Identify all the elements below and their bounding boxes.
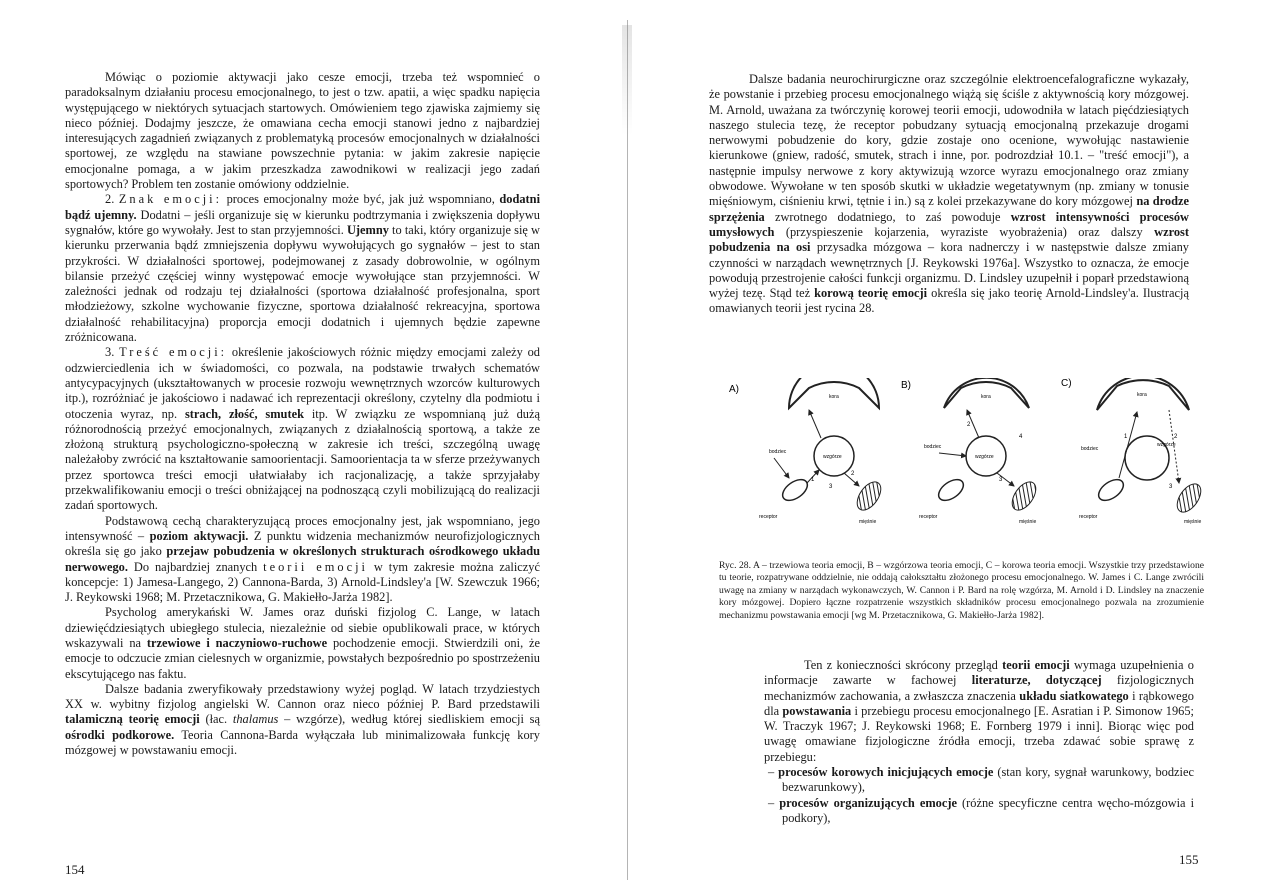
cortex-label-b: kora xyxy=(981,394,991,400)
effector-b xyxy=(1007,478,1040,515)
right-page-body xyxy=(709,72,1189,317)
panel-b xyxy=(901,378,1041,525)
receptor-c xyxy=(1095,475,1127,504)
term-znak-emocji: Znak emocji: xyxy=(118,192,223,207)
figure-diagram xyxy=(729,378,1214,538)
paragraph-james-lange: Psycholog amerykański W. James oraz duński fizjolog C. Lange, w latach dziewięćdziesiątych ubiegłego stulecia, niezależnie od siebie opublikowali prace, w których wskazywali na trzewiowe i naczyniowo-ruchowe pochodzenie emocji. Stwierdzili oni, że emocje to odczucie zmian cielesnych w organizmie, powstałych bezpośrednio po spostrzeżeniu ekscytującego nas faktu. xyxy=(65,605,540,681)
paragraph-emotion-sign: 2. Znak emocji: proces emocjonalny może być, jak już wspomniano, dodatni bądź ujemny. Dodatni – jeśli organizuje się w kierunku podtrzymania i zwiększenia dopływu sygnałów, które go wywołały. Jest to stan przyjemności. Ujemny to taki, który organizuje się w kierunku przerwania bądź zmniejszenia dopływu wywołujących go sygnałów – jest to stan przykrości. W działalności sportowej, podejmowanej z zasady dobrowolnie, w ogólnym bilansie przeżyć częściej winny występować emocje wywołujące stan przyjemności. W zależności jednak od rodzaju tej działalności (sportowa działalność profesjonalna, sport młodzieżowy, szkolne wychowanie fizyczne, sportowa działalność rekreacyjna, sportowa działalność rehabilitacyjna) proporcja emocji dodatnich i ujemnych będzie zapewne zróżnicowana. xyxy=(65,192,541,345)
page-number-right: 155 xyxy=(1179,852,1199,867)
right-page-lower-body xyxy=(764,658,1194,826)
thalamus-label-a: wzgórze xyxy=(823,454,842,460)
paragraph-arnold-theory: Dalsze badania neurochirurgiczne oraz szczególnie elektroencefalograficzne wykazały, że powstanie i przebieg procesu emocjonalnego wiążą się ściśle z aktywnością kory mózgowej. M. Arnold, uważana za twórczynię korowej teorii emocji, udowodniła w latach pięćdziesiątych naszego stulecia tezę, że receptor pobudzany sytuacją emocjonalną przekazuje drogami nerwowymi pobudzenie do kory, gdzie zostaje ono ocenione, wywołując nastawienie kierunkowe (gniew, radość, smutek, strach i inne, por. podrozdział 10.1. – "treść emocji"), a następnie impulsy nerwowe z kory aktywizują wzorce wyrazu emocjonalnego oraz zmiany obwodowe. Wywołane w ten sposób skutki w układzie wegetatywnym (np. zmiany w tonusie mięśniowym, ciśnieniu krwi, tętnie i in.) są z kolei przekazywane do kory mózgowej na drodze sprzężenia zwrotnego dodatniego, to zaś powoduje wzrost intensywności procesów umysłowych (przyspieszenie kojarzenia, wyraziste wyobrażenia) oraz dalszy wzrost pobudzenia na osi przysadka mózgowa – kora nadnerczy i w następstwie dalsze zmiany czynności w narządach wewnętrznych [J. Reykowski 1976a]. Wszystko to oznacza, że emocje powodują przestrojenie całości funkcji organizmu. D. Lindsley uzupełnił i poparł przedstawioną wyżej tezę. Stąd też korową teorię emocji określa się jako teorię Arnold-Lindsley'a. Ilustracją omawianych teorii jest rycina 28. xyxy=(709,72,1190,316)
cortex-arc-a xyxy=(789,378,879,408)
effector-a xyxy=(852,478,885,515)
effector-label-c: mięśnie xyxy=(1184,519,1202,525)
gutter-fold-line xyxy=(627,20,628,880)
arrow-3-a xyxy=(809,410,821,438)
panel-a xyxy=(729,378,886,525)
left-page xyxy=(0,0,622,894)
effector-label-a: mięśnie xyxy=(859,519,877,525)
receptor-b xyxy=(935,475,967,504)
bullet-item: – procesów korowych inicjujących emocje (stan kory, sygnał warunkowy, bodziec bezwarunkowy), xyxy=(768,765,1194,795)
paragraph-cannon-bard: Dalsze badania zweryfikowały przedstawiony wyżej pogląd. W latach trzydziestych XX w. wybitny fizjolog angielski W. Cannon oraz nieco później P. Bard przedstawili talamiczną teorię emocji (łac. thalamus – wzgórze), według której siedliskiem emocji są ośrodki podkorowe. Teoria Cannona-Barda wyłączała lub minimalizowała funkcję kory mózgowej w powstawaniu emocji. xyxy=(65,681,540,758)
cortex-label-a: kora xyxy=(829,394,839,400)
receptor-label-b: receptor xyxy=(919,514,938,520)
arrow-number-c-1: 1 xyxy=(1124,434,1128,440)
stimulus-label-a: bodziec xyxy=(769,449,787,455)
arrow-number-b-3: 3 xyxy=(999,477,1003,483)
receptor-label-a: receptor xyxy=(759,514,778,520)
arrow-number-a-2: 2 xyxy=(851,471,855,477)
figure-28-emotion-theories xyxy=(729,378,1214,538)
panel-label-c: C) xyxy=(1061,378,1072,389)
arrow-number-b-2: 2 xyxy=(967,422,971,428)
term-tresc-emocji: Treść emocji: xyxy=(119,345,228,360)
cortex-label-c: kora xyxy=(1137,392,1147,398)
thalamus-label-b: wzgórze xyxy=(975,454,994,460)
paragraph-emotion-content: 3. Treść emocji: określenie jakościowych różnic między emocjami zależy od odzwierciedlenia ich w świadomości, co pozwala, na podstawie trwałych schematów antycypacyjnych (ukształtowanych w procesie rozwoju wewnętrznych wzorców kulturowych itp.), rozróżniać je jakościowo i nadawać ich reprezentacji określony, czytelny dla podmiotu i otoczenia wyraz, np. strach, złość, smutek itp. W związku ze wspomnianą już dużą różnorodnością przeżyć emocjonalnych, związanych z działalnością sportową, a także ze złożoną strukturą psychologiczno-społeczną w zakresie ich treści, szczególną uwagę należałoby zwrócić na kształtowanie samoorientacji. Samoorientacja ta w sferze przeżywanych przez sportowca treści emocji ułatwiałaby ich racjonalizację, a także sprzyjałaby przekwalifikowaniu emocji o treści obniżającej na podnoszącą czyli mobilizującą do realizacji zadań sportowych. xyxy=(65,345,541,513)
arrow-number-b-4: 4 xyxy=(1019,434,1023,440)
paragraph-review: Ten z konieczności skrócony przegląd teorii emocji wymaga uzupełnienia o informacje zawarte w fachowej literaturze, dotyczącej fizjologicznych mechanizmów zachowania, a zwłaszcza znaczenia układu siatkowatego i rąbkowego dla powstawania i przebiegu procesu emocjonalnego [E. Asratian i P. Simonow 1965; W. Traczyk 1967; J. Reykowski 1968; E. Fornberg 1979 i inni]. Biorąc więc pod uwagę omawiane fizjologiczne źródła emocji, trzeba zdawać sobie sprawę z przebiegu: xyxy=(764,658,1194,764)
panel-label-b: B) xyxy=(901,380,911,391)
receptor-a xyxy=(779,475,811,504)
left-page-body xyxy=(65,70,540,758)
stimulus-label-c: bodziec xyxy=(1081,446,1099,452)
paragraph-intensity: Podstawową cechą charakteryzującą proces emocjonalny jest, jak wspomniano, jego intensywność – poziom aktywacji. Z punktu widzenia mechanizmów neurofizjologicznych określa się go jako przejaw pobudzenia w określonych strukturach ośrodkowego układu nerwowego. Do najbardziej znanych teorii emocji w tym zakresie można zaliczyć koncepcje: 1) Jamesa-Langego, 2) Cannona-Barda, 3) Arnold-Lindsley'a [W. Szewczuk 1966; J. Reykowski 1968; M. Przetacznikowa, G. Makiełło-Jarża 1982]. xyxy=(65,513,540,605)
arrow-number-a-1: 1 xyxy=(811,477,815,483)
panel-label-a: A) xyxy=(729,384,739,395)
stimulus-label-b: bodziec xyxy=(924,444,942,450)
arrow-number-c-3: 3 xyxy=(1169,484,1173,490)
figure-caption xyxy=(719,560,1204,622)
effector-c xyxy=(1172,480,1205,517)
caption-label: Ryc. 28. xyxy=(719,560,752,571)
arrow-stimulus-b xyxy=(939,453,966,456)
page-number-left: 154 xyxy=(65,862,85,877)
arrow-number-a-3: 3 xyxy=(829,484,833,490)
right-page xyxy=(634,0,1262,894)
panel-c xyxy=(1061,378,1206,525)
caption-text: A – trzewiowa teoria emocji, B – wzgórzowa teoria emocji, C – korowa teoria emocji. Wszystkie trzy przedstawione tu teorie, rozpatrywane oddzielnie, nie oddają całokształtu złożonego procesu emocjonalnego. W. James i C. Lange zwrócili uwagę na zmiany w narządach wykonawczych, W. Cannon i P. Bard na rolę wzgórza, M. Arnold i D. Lindsley na znaczenie kory mózgowej. Dopiero łączne rozpatrzenie wszystkich składników procesu emocjonalnego pozwala na zrozumienie mechanizmu powstawania emocji [wg M. Przetacznikowa, G. Makiełło-Jarża 1982]. xyxy=(719,560,1205,621)
cortex-arc-b xyxy=(944,378,1029,408)
term-teorii-emocji: teorii emocji xyxy=(263,559,368,574)
paragraph-activation: Mówiąc o poziomie aktywacji jako cesze emocji, trzeba też wspomnieć o paradoksalnym działaniu procesu emocjonalnego, to jest o tzw. apatii, a więc spadku napięcia występującego w niektórych sytuacjach startowych. Omówieniem tego zjawiska zajmiemy się nieco później. Dodajmy jeszcze, że omawiana cecha emocji stanowi jedno z najbardziej interesujących zagadnień związanych z problematyką procesów emocjonalnych w działalności sportowej, ze względu na stawiane powszechnie pytania: w jakim zakresie napięcie emocjonalne pomaga, a w jakim przeszkadza zawodnikowi w realizacji jego zadań sportowych? Problem ten zostanie omówiony oddzielnie. xyxy=(65,70,540,192)
bullet-item: – procesów organizujących emocje (różne specyficzne centra węcho-mózgowia i podkory), xyxy=(768,795,1195,825)
effector-label-b: mięśnie xyxy=(1019,519,1037,525)
arrow-stimulus-a xyxy=(774,458,789,478)
thalamus-label-c: wzgórze xyxy=(1157,442,1176,448)
arrow-number-c-2: 2 xyxy=(1174,434,1178,440)
receptor-label-c: receptor xyxy=(1079,514,1098,520)
